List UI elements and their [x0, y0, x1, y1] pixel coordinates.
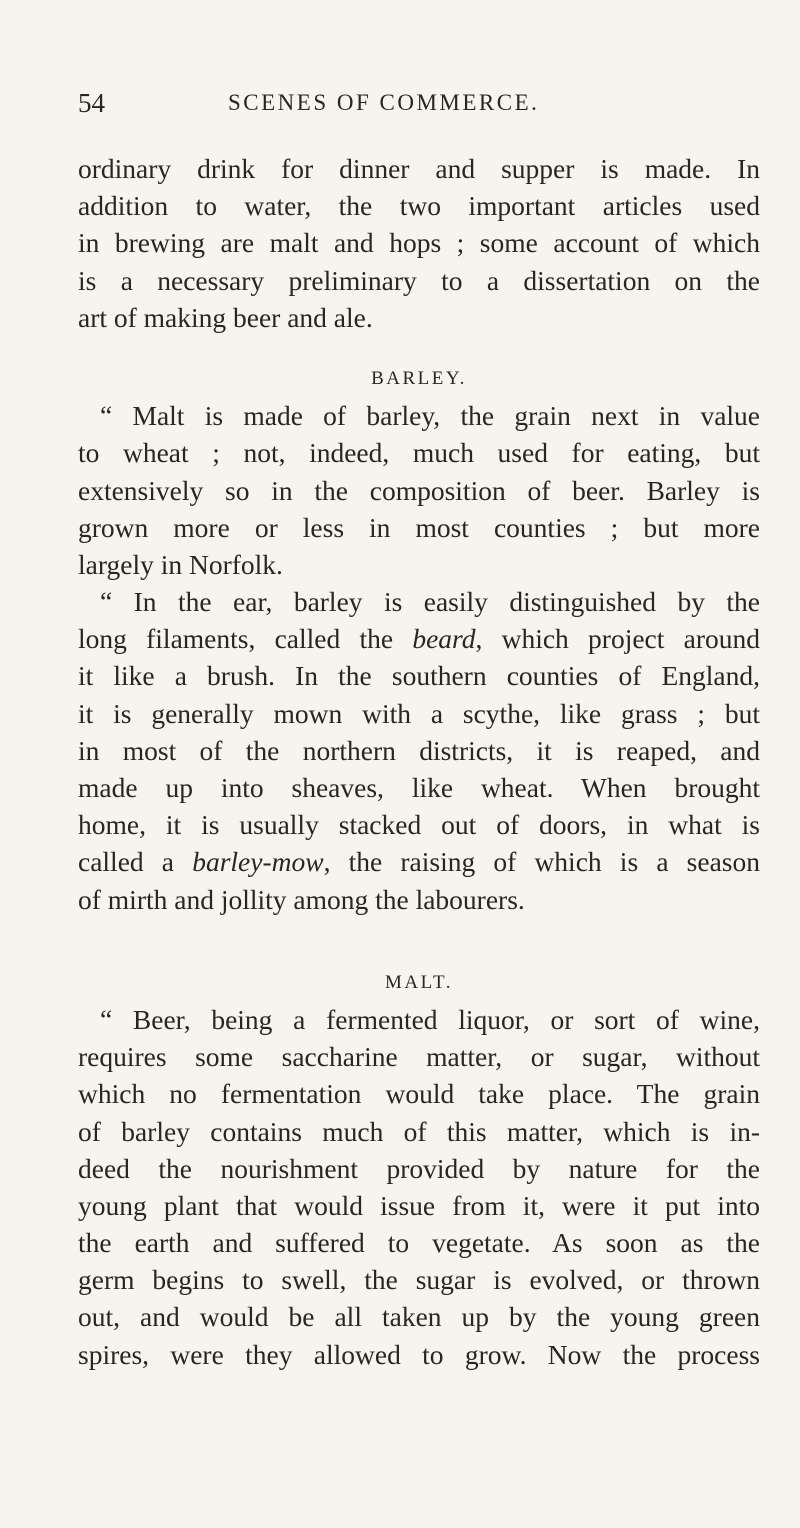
running-title: SCENES OF COMMERCE.	[228, 90, 540, 115]
text-line: in brewing are malt and hops ; some account of which	[78, 227, 760, 259]
text-line: art of making beer and ale.	[78, 301, 373, 333]
text-line: home, it is usually stacked out of doors, in what is	[78, 809, 760, 841]
text-line: which no fermentation would take place. The grain	[78, 1078, 760, 1110]
text-fragment: , which project around	[475, 623, 760, 655]
text-line: largely in Norfolk.	[78, 548, 283, 580]
text-line: out, and would be all taken up by the young green	[78, 1301, 760, 1333]
text-line: “ Malt is made of barley, the grain next in value	[100, 400, 760, 432]
barley-paragraph-1	[78, 397, 760, 583]
text-line: extensively so in the composition of beer. Barley is	[78, 474, 760, 506]
text-line: spires, were they allowed to grow. Now the process	[78, 1338, 760, 1370]
text-line: of barley contains much of this matter, which is in-	[78, 1115, 760, 1147]
text-line: ordinary drink for dinner and supper is made. In	[78, 153, 760, 184]
text-line: of mirth and jollity among the labourers.	[78, 883, 525, 915]
italic-term-barley-mow: barley-mow	[192, 846, 324, 878]
text-line: is a necessary preliminary to a dissertation on the	[78, 264, 760, 296]
text-line	[78, 843, 760, 880]
malt-paragraph-1	[78, 1001, 760, 1373]
intro-paragraph	[78, 150, 760, 336]
text-fragment: long filaments, called the	[78, 623, 413, 655]
section-heading-barley: BARLEY.	[371, 367, 467, 389]
text-line: “ In the ear, barley is easily distinguished by the	[100, 586, 760, 618]
text-line: the earth and suffered to vegetate. As soon as the	[78, 1227, 760, 1259]
page-number: 54	[78, 88, 105, 118]
text-fragment: called a	[78, 846, 193, 878]
text-line: to wheat ; not, indeed, much used for eating, but	[78, 437, 760, 469]
text-line: young plant that would issue from it, were it put into	[78, 1189, 760, 1221]
text-line	[78, 620, 760, 657]
barley-paragraph-2	[78, 583, 760, 918]
section-heading-malt: MALT.	[385, 971, 453, 993]
text-fragment: , the raising of which is a season	[323, 846, 760, 878]
running-header	[78, 88, 758, 128]
text-line: “ Beer, being a fermented liquor, or sort of wine,	[100, 1003, 760, 1035]
text-line: it like a brush. In the southern counties of England,	[78, 660, 760, 692]
italic-term-beard: beard	[412, 623, 476, 655]
text-line: requires some saccharine matter, or sugar, without	[78, 1041, 760, 1073]
text-line: it is generally mown with a scythe, like grass ; but	[78, 697, 760, 729]
text-line: grown more or less in most counties ; but more	[78, 511, 760, 543]
text-line: in most of the northern districts, it is reaped, and	[78, 734, 760, 766]
body-text	[78, 150, 760, 1373]
text-line: addition to water, the two important articles used	[78, 190, 760, 222]
text-line: made up into sheaves, like wheat. When brought	[78, 772, 760, 803]
text-line: deed the nourishment provided by nature for the	[78, 1152, 760, 1184]
text-line: germ begins to swell, the sugar is evolved, or thrown	[78, 1264, 760, 1296]
